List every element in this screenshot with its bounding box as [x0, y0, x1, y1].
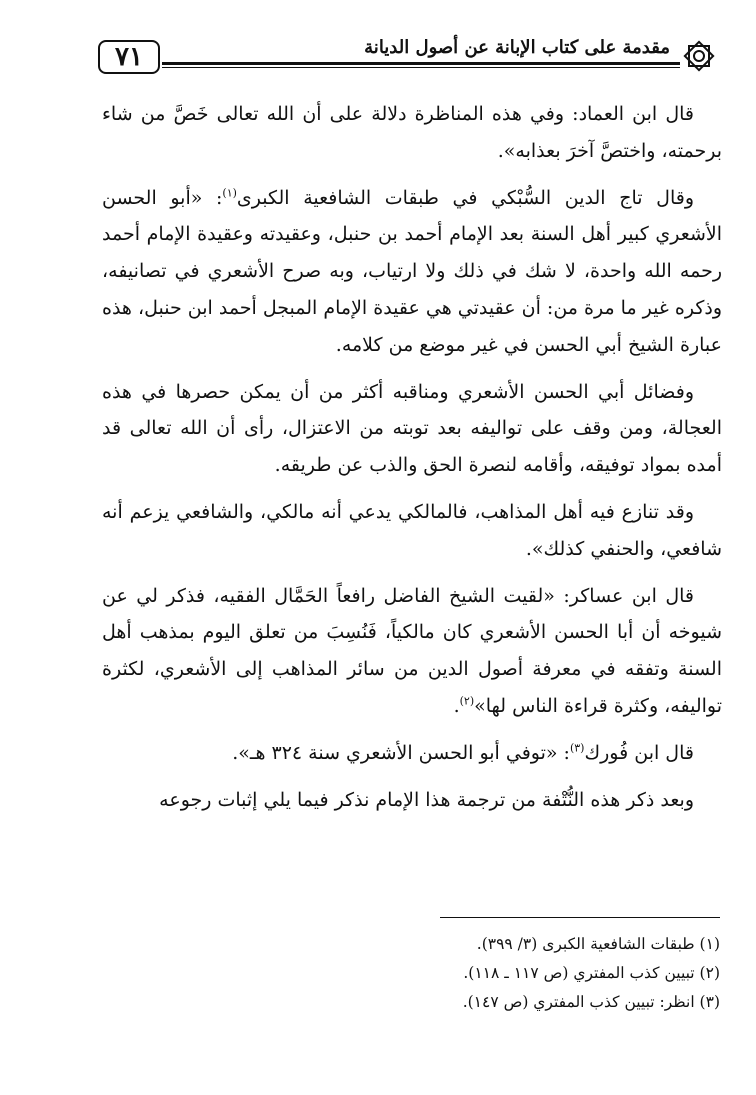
page-header: [98, 36, 716, 76]
footnote-1: (١) طبقات الشافعية الكبرى (٣/ ٣٩٩).: [476, 935, 720, 953]
star-ornament-icon: [682, 36, 716, 76]
main-text: [102, 96, 722, 828]
footnote-ref-3: (٣): [569, 741, 585, 755]
paragraph-1: قال ابن العماد: وفي هذه المناظرة دلالة على أن الله تعالى خَصَّ من شاء برحمته، واختصَّ آخرَ بعذابه».: [102, 103, 722, 162]
paragraph-5: قال ابن عساكر: «لقيت الشيخ الفاضل رافعاً الحَمَّال الفقيه، فذكر لي عن شيوخه أن أبا الحسن الأشعري كان مالكياً، فَنُسِبَ من تعلق اليوم بمذهب أهل السنة وتفقه في معرفة أصول الدين من سائر المذاهب إلى الأشعري، لكثرة تواليفه، وكثرة قراءة الناس لها»$^{(٢)}$.: [102, 584, 722, 717]
paragraph-6: قال ابن فُورك$^{(٣)}$: «توفي أبو الحسن الأشعري سنة ٣٢٤ هـ».: [232, 741, 694, 764]
footnote-2: (٢) تبيين كذب المفتري (ص ١١٧ ـ ١١٨).: [463, 964, 720, 982]
paragraph-2: وقال تاج الدين السُّبْكي في طبقات الشافعية الكبرى$^{(١)}$: «أبو الحسن الأشعري كبير أهل السنة بعد الإمام أحمد بن حنبل، وعقيدته وعقيدة الإمام أحمد رحمه الله واحدة، لا شك في ذلك ولا ارتياب، وبه صرح الأشعري في تصانيفه، وذكره غير ما مرة من: أن عقيدتي هي عقيدة الإمام المبجل أحمد ابن حنبل، هذه عبارة الشيخ أبي الحسن في غير موضع من كلامه.: [102, 186, 722, 356]
footnotes: [100, 930, 720, 1017]
header-rule: [162, 62, 680, 68]
footnote-ref-2: (٢): [459, 694, 475, 708]
footnote-separator: [440, 917, 720, 918]
running-title: مقدمة على كتاب الإبانة عن أصول الديانة: [358, 36, 676, 60]
page-number: ٧١: [98, 40, 160, 74]
paragraph-4: وقد تنازع فيه أهل المذاهب، فالمالكي يدعي أنه مالكي، والشافعي يزعم أنه شافعي، والحنفي كذلك».: [102, 500, 722, 560]
footnote-3: (٣) انظر: تبيين كذب المفتري (ص ١٤٧).: [462, 993, 720, 1011]
paragraph-3: وفضائل أبي الحسن الأشعري ومناقبه أكثر من أن يمكن حصرها في هذه العجالة، ومن وقف على تواليفه بعد توبته من الاعتزال، رأى أن الله تعالى قد أمده بمواد توفيقه، وأقامه لنصرة الحق والذب عن طريقه.: [102, 380, 722, 477]
paragraph-7: وبعد ذكر هذه النُّتْفة من ترجمة هذا الإمام نذكر فيما يلي إثبات رجوعه: [159, 788, 694, 811]
footnote-ref-1: (١): [222, 186, 237, 200]
